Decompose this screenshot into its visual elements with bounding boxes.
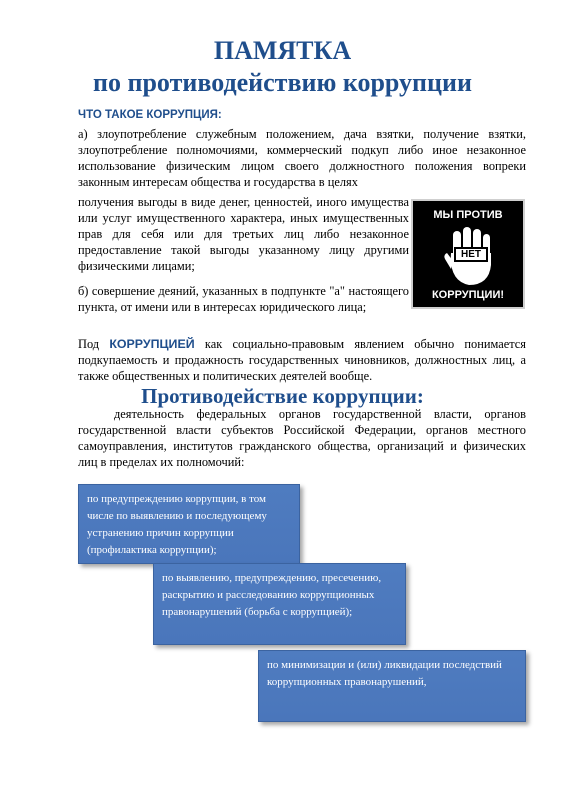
section-heading-what-is-corruption: ЧТО ТАКОЕ КОРРУПЦИЯ: (78, 109, 222, 121)
item-a-continuation: получения выгоды в виде денег, ценностей, иного имущества или услуг имущественного характера, иных имущественных прав для себя или для третьих лиц либо незаконное предоставление такой выгоды указанному лицу другими физическими лицами; (78, 195, 409, 273)
definition-rest: как социально-правовым явлением обычно понимается подкупаемость и продажность государственных чиновников, должностных лиц, а также общественных и политических деятелей вообще. (78, 337, 526, 383)
fight-corruption-box: по выявлению, предупреждению, пресечению, раскрытию и расследованию коррупционных правонарушений (борьба с коррупцией); (153, 563, 406, 645)
poster-bottom-text: КОРРУПЦИИ! (431, 289, 505, 301)
definition-keyword: КОРРУПЦИЕЙ (109, 337, 195, 351)
item-b-text: б) совершение деяний, указанных в подпункте "а" настоящего пункта, от имени или в интересах юридического лица; (78, 284, 409, 314)
anti-corruption-poster (411, 199, 525, 309)
poster-top-text: МЫ ПРОТИВ (433, 209, 503, 221)
page-title: ПАМЯТКА (213, 36, 352, 65)
corruption-definition (78, 336, 526, 384)
section-heading-counteraction: Противодействие коррупции: (141, 384, 424, 408)
counteraction-intro: деятельность федеральных органов государственной власти, органов государственной власти субъектов Российской Федерации, органов местного самоуправления, институтов гражданского общества, организаций и физических лиц в пределах их полномочий: (78, 407, 526, 469)
definition-prefix: Под (78, 337, 100, 351)
prevention-box: по предупреждению коррупции, в том числе по выявлению и последующему устранению причин коррупции (профилактика коррупции); (78, 484, 300, 564)
page-subtitle: по противодействию коррупции (93, 68, 472, 97)
poster-sign-text: НЕТ (454, 247, 488, 262)
minimization-box: по минимизации и (или) ликвидации последствий коррупционных правонарушений, (258, 650, 526, 722)
item-a-text: а) злоупотребление служебным положением, дача взятки, получение взятки, злоупотребление полномочиями, коммерческий подкуп либо иное незаконное использование физическим лицом своего должностного положения вопреки законным интересам общества и государства в целях (78, 127, 526, 189)
